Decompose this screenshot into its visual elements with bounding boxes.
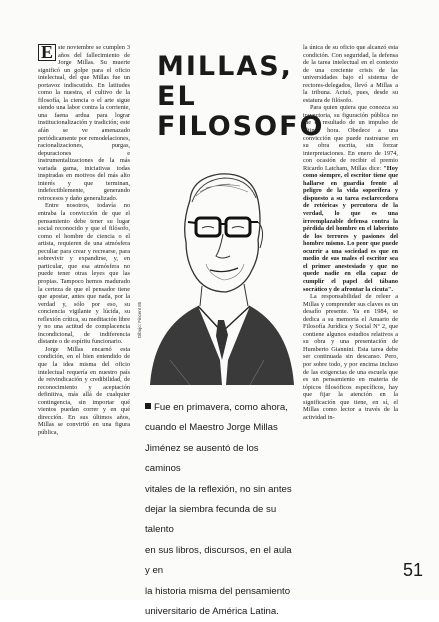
pull-quote-line-8: universitario de América Latina.	[145, 606, 279, 618]
article-title	[157, 51, 325, 142]
title-line-2: EL	[157, 81, 197, 112]
pull-quote-line-6: en sus libros, discursos, en el aula y en	[145, 544, 292, 577]
pull-quote-line-7: la historia misma del pensamiento	[145, 585, 291, 597]
pull-quote-line-4: vitales de la reflexión, no sin antes	[145, 483, 292, 495]
right-paragraph-3: La responsabilidad de releer a Millas y comprender sus claves es un desafío presente. Ya en 1984, se dedica a su memoria el Anuario de Filosofía Jurídica y Social Nº 2, que contiene algunos estudios relativos a su obra y una presentación de Humberto Giannini. Esta tarea debe ser continuada sin descanso. Pero, por sobre todo, y por encima incluso de las exigencias de una escuela que es un pensamiento en materia de tópicos filosóficos específicos, hay que fijar la atención en la significación que tiene, en sí, el Millas como lector a través de la actividad in-	[303, 293, 398, 421]
pull-quote-line-2: cuando el Maestro Jorge Millas	[145, 422, 278, 434]
pull-quote-line-1	[145, 398, 295, 418]
pull-quote	[145, 398, 295, 622]
left-column	[38, 44, 130, 436]
pull-quote-line-5: dejar la siembra fecunda de su talento	[145, 504, 277, 536]
left-paragraph-2: Entre nosotros, todavía no entraba la convicción de que el pensamiento debe tener su lugar social reconocido y que el filósofo, como el hombre de ciencia o el artista, requieren de una atmósfera peculiar para crear y recrearse, para sobrevivir y expandirse, y, en particular, que esa atmósfera no puede tener otras leyes que las propias. Tampoco hemos madurado la certeza de que el pensador tiene que apostar, antes que nada, por la verdad y, sólo por eso, su conciencia vigilante y lúcida, su reflexión crítica, su meditación libre y no una actitud de complacencia incondicional, de indiferencia distante o de espíritu funcionario.	[38, 202, 130, 346]
right-paragraph-2-text: Para quien quiera que conozca su trayectoria, su figuración pública no fue el resultado de un impulso de última hora. Obedece a una convicción que puede rastrearse en su obra escrita, sin forzar interpretaciones. En enero de 1974, con ocasión de recibir el premio Ricardo Latcham, Millas dice:	[303, 104, 398, 172]
latcham-quote: "Hoy como siempre, el escritor tiene que hallarse en guardia frente al peligro de la vida soporífera y dispuesto a su tarea esclarecedora de retóricas y percutora de la verdad, lo que es una irreemplazable defensa contra la pérdida del hombre en el laberinto de los terrores y pasiones del hombre mismo. Lo peor que puede ocurrir a una sociedad es que en medio de sus males el escritor sea el primer anestesiado y que no quede nadie en ella capaz de cumplir el papel del tábano socrático y de afrontar la cicuta".	[303, 164, 398, 293]
portrait-drawing	[140, 160, 298, 385]
title-line-3: FILOSOFO	[157, 111, 325, 142]
title-line-1: MILLAS,	[157, 51, 293, 82]
pull-quote-line-3: Jiménez se ausentó de los caminos	[145, 442, 259, 475]
left-paragraph-3: Jorge Millas encarnó esta condición, en el bien entendido de que la idea misma del oficio intelectual requería en nuestro país de reivindicación y credibilidad, de reconocimiento y aceptación definitiva, más allá de cualquier contingencia, sin importar qué vientos puedan correr y en qué dirección. En sus últimos años, Millas se convirtió en una figura pública,	[38, 345, 130, 436]
illustration-credit: Dibujo: Fincent 85	[137, 301, 142, 338]
drop-cap: E	[38, 44, 56, 61]
right-paragraph-1: la única de su oficio que alcanzó esta condición. Con seguridad, la defensa de la tarea intelectual en el contexto de una creciente crisis de las universidades bajo el sistema de rectores-delegados, llevó a Millas a la tribuna. Actuó, pues, desde su estatura de filósofo.	[303, 44, 398, 104]
pull-quote-line-1-text: Fue en primavera, como ahora,	[154, 402, 288, 413]
right-paragraph-2	[303, 104, 398, 293]
bullet-square-icon	[145, 403, 151, 409]
right-column	[303, 44, 398, 421]
left-paragraph-1	[38, 44, 130, 202]
left-paragraph-1-text: ste noviembre se cumplen 3 años del fallecimiento de Jorge Millas. Su muerte significó un golpe para el oficio intelectual, del que Millas fue un portavoz indiscutido. En latitudes como la nuestra, el cultivo de la filosofía, la ciencia o el arte sigue siendo una labor contra la corriente, una faena ardua para lograr institucionalización y tradición; este afán se ve amenazado periódicamente por remodelaciones, racionalizaciones, purgas, depuraciones e instrumentalizaciones de la más variada gama, iniciativas todas inspiradas en motivos del más alto interés y que terminan, indefectiblemente, generando retrocesos y daño generalizado.	[38, 44, 130, 202]
page-number: 51	[403, 560, 424, 580]
